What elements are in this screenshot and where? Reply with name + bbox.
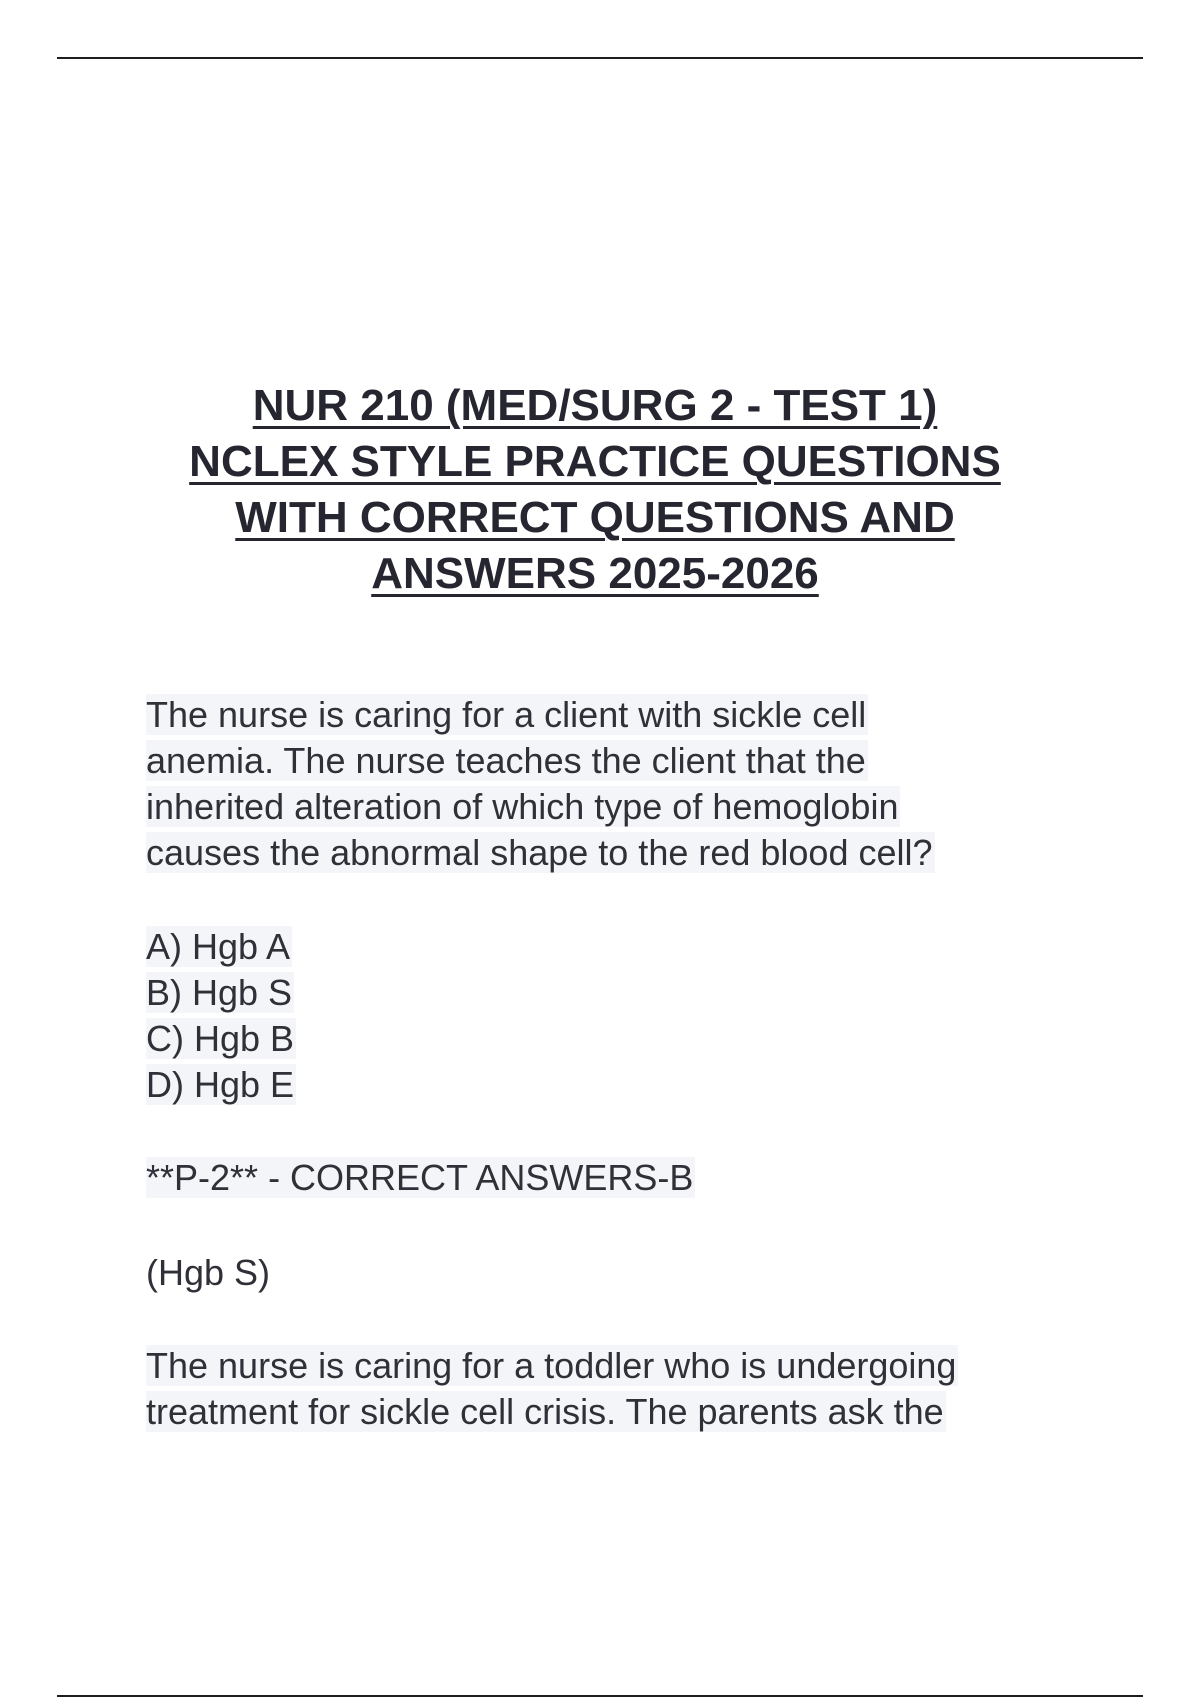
title-line: NUR 210 (MED/SURG 2 - TEST 1) xyxy=(252,381,938,430)
question-line: anemia. The nurse teaches the client that the xyxy=(146,740,866,781)
question-line: causes the abnormal shape to the red blood cell? xyxy=(146,832,933,873)
title-line: NCLEX STYLE PRACTICE QUESTIONS xyxy=(189,437,1001,486)
option-a: A) Hgb A xyxy=(146,926,291,967)
option-d: D) Hgb E xyxy=(146,1064,295,1105)
correct-answer-detail: (Hgb S) xyxy=(146,1252,271,1293)
option-c: C) Hgb B xyxy=(146,1018,295,1059)
option-b: B) Hgb S xyxy=(146,972,293,1013)
question-line: treatment for sickle cell crisis. The parents ask the xyxy=(146,1391,944,1432)
top-divider xyxy=(57,57,1143,59)
bottom-divider xyxy=(57,1695,1143,1697)
question-1-text xyxy=(146,692,935,876)
question-line: The nurse is caring for a client with sickle cell xyxy=(146,694,867,735)
answer-options xyxy=(146,924,296,1108)
title-line: WITH CORRECT QUESTIONS AND xyxy=(235,493,955,542)
question-line: The nurse is caring for a toddler who is undergoing xyxy=(146,1345,957,1386)
title-line: ANSWERS 2025-2026 xyxy=(371,549,819,598)
correct-answer-header: **P-2** - CORRECT ANSWERS-B xyxy=(146,1157,694,1198)
document-title xyxy=(0,378,1190,602)
question-2-text xyxy=(146,1343,958,1435)
question-line: inherited alteration of which type of hemoglobin xyxy=(146,786,899,827)
